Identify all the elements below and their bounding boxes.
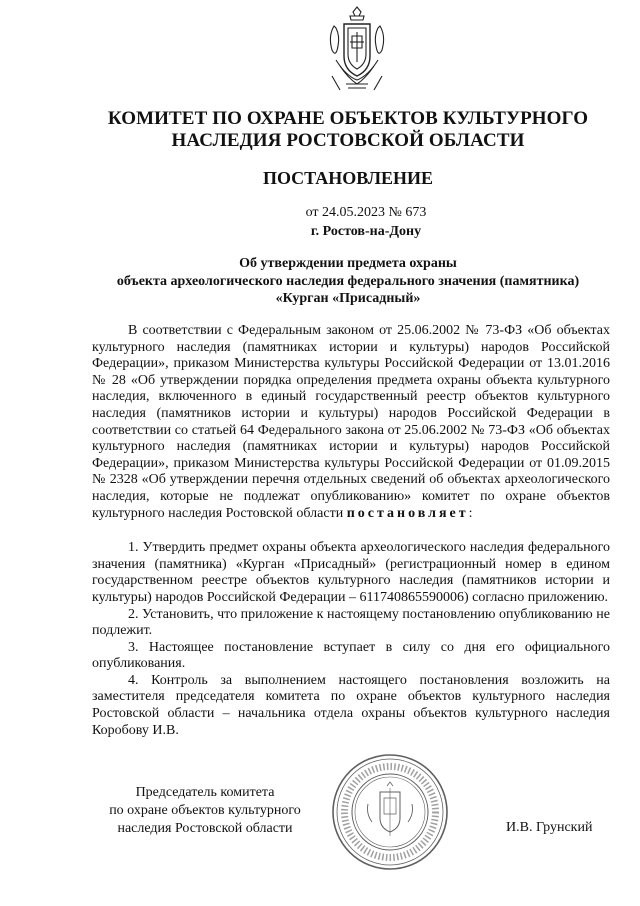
signatory-position	[90, 784, 320, 838]
decree-colon: :	[468, 505, 473, 521]
position-line1: Председатель комитета	[135, 785, 275, 800]
official-seal-icon	[330, 752, 450, 872]
position-line3: наследия Ростовской области	[117, 821, 293, 836]
organization-name	[0, 108, 640, 152]
signer-name: И.В. Грунский	[506, 820, 593, 835]
decree-word: постановляет	[346, 505, 469, 521]
preamble-paragraph	[92, 323, 610, 522]
list-item: 1. Утвердить предмет охраны объекта археологического наследия федерального значения (памятника) «Курган «Присадный» (регистрационный номер в едином государственном реестре объектов культурного наследия (памятников истории и культуры) народов Российской Федерации – 611740865590006) согласно приложению.	[92, 540, 610, 605]
document-type: ПОСТАНОВЛЕНИЕ	[262, 168, 434, 188]
city: г. Ростов-на-Дону	[310, 224, 422, 239]
list-item: 2. Установить, что приложение к настоящему постановлению опубликованию не подлежит.	[92, 606, 610, 639]
date-and-number: от 24.05.2023 № 673	[305, 205, 427, 220]
list-item: 3. Настоящее постановление вступает в силу со дня его официального опубликования.	[92, 639, 610, 672]
position-line2: по охране объектов культурного	[109, 803, 301, 818]
title-line3: «Курган «Присадный»	[275, 291, 421, 306]
coat-of-arms-icon	[326, 6, 388, 94]
list-item: 4. Контроль за выполнением настоящего постановления возложить на заместителя председателя комитета по охране объектов культурного наследия Ростовской области – начальника отдела охраны объектов культурного наследия Коробову И.В.	[92, 672, 610, 738]
organization-name-line2: НАСЛЕДИЯ РОСТОВСКОЙ ОБЛАСТИ	[171, 130, 525, 151]
document-body	[92, 323, 610, 739]
document-title	[0, 255, 640, 308]
title-line1: Об утверждении предмета охраны	[239, 256, 457, 271]
title-line2: объекта археологического наследия федерального значения (памятника)	[116, 273, 580, 289]
preamble-text: В соответствии с Федеральным законом от 25.06.2002 № 73-ФЗ «Об объектах культурного наследия (памятниках истории и культуры) народов Российской Федерации», приказом Министерства культуры Российской Федерации от 13.01.2016 № 28 «Об утверждении порядка определения предмета охраны объекта культурного наследия, включенного в единый государственный реестр объектов культурного наследия (памятников истории и культуры) народов Российской Федерации в соответствии со статьей 64 Федерального закона от 25.06.2002 № 73-ФЗ «Об объектах культурного наследия (памятниках истории и культуры) народов Российской Федерации», приказом Министерства культуры Российской Федерации от 01.09.2015 № 2328 «Об утверждении перечня отдельных сведений об объектах археологического наследия, которые не подлежат опубликованию» комитет по охране объектов культурного наследия Ростовской области	[92, 323, 610, 521]
organization-name-line1: КОМИТЕТ ПО ОХРАНЕ ОБЪЕКТОВ КУЛЬТУРНОГО	[107, 108, 589, 129]
